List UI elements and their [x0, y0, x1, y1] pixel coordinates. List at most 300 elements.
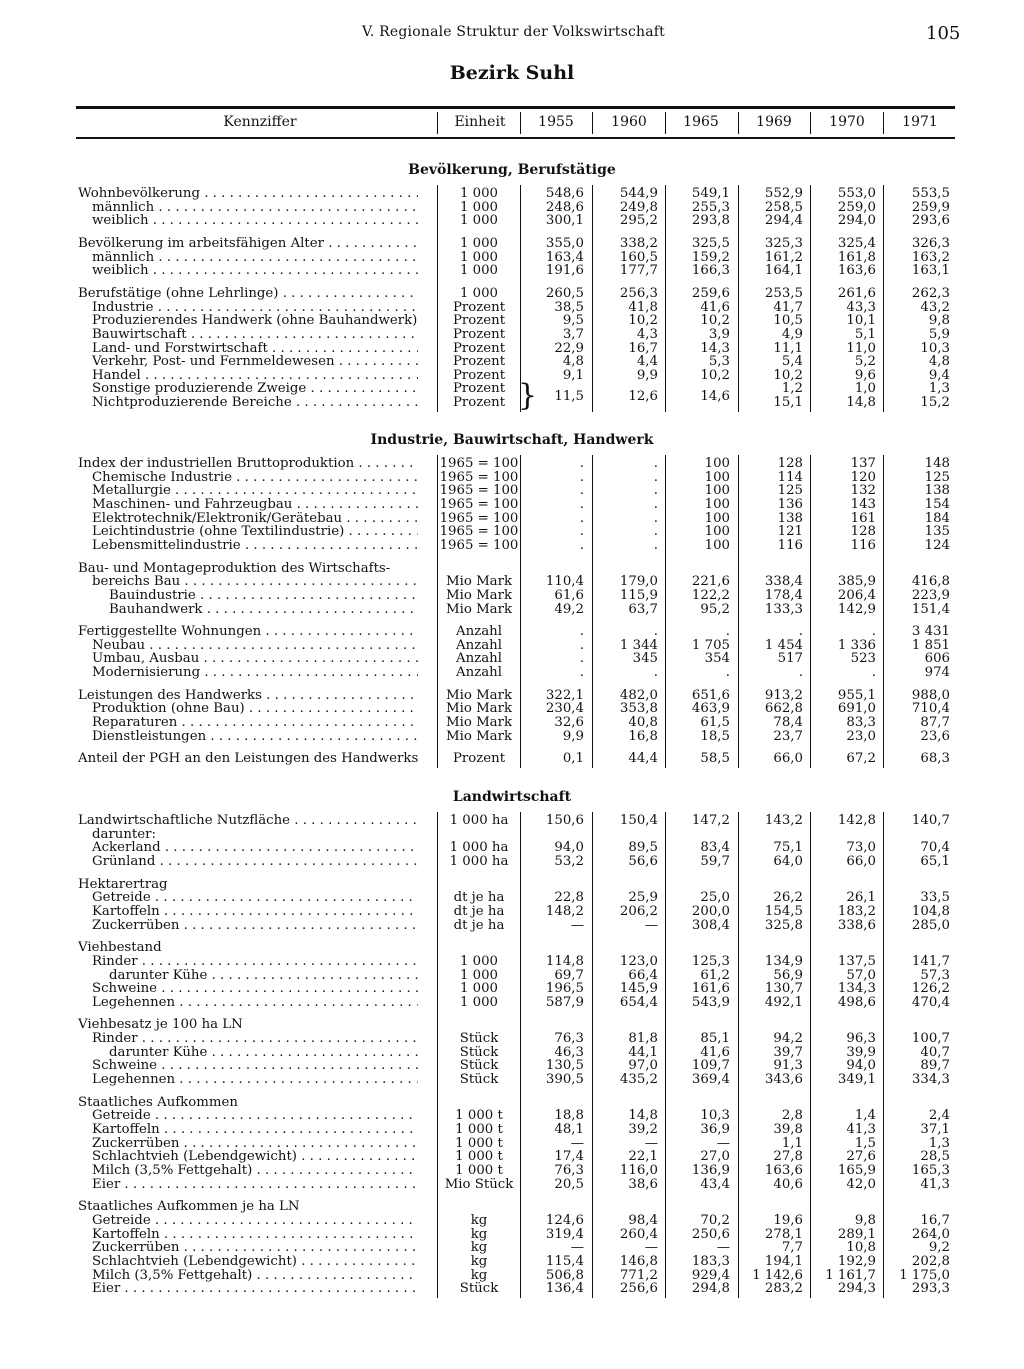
value-cell: 109,7 — [691, 1058, 730, 1074]
value-cell: 369,4 — [691, 1072, 730, 1088]
value-cell: 61,2 — [700, 967, 730, 983]
table-row — [0, 919, 1024, 933]
row-label: Milch (3,5% Fettgehalt) . . . — [92, 1269, 418, 1283]
value-cell: 249,8 — [619, 199, 658, 215]
value-cell: 654,4 — [619, 994, 658, 1010]
row-unit: Mio Mark — [445, 728, 513, 744]
value-cell: . — [653, 524, 658, 540]
section-title: Bevölkerung, Berufstätige — [408, 162, 616, 178]
page-number: 105 — [926, 23, 961, 44]
value-cell: 136,4 — [545, 1281, 584, 1297]
value-cell: 206,4 — [837, 587, 876, 603]
table-row — [0, 1282, 1024, 1296]
value-cell: 67,2 — [846, 751, 876, 767]
value-cell: 104,8 — [911, 903, 950, 919]
value-cell: 148 — [924, 456, 950, 471]
value-cell: 18,8 — [554, 1108, 584, 1124]
value-cell: 5,2 — [854, 354, 876, 370]
value-cell: 9,6 — [854, 367, 876, 383]
value-cell: . — [653, 456, 658, 471]
row-unit: kg — [470, 1240, 488, 1256]
table-row — [0, 652, 1024, 666]
row-label: Ackerland . . . — [92, 841, 418, 855]
value-cell: 261,6 — [837, 285, 876, 301]
value-cell: 194,1 — [764, 1253, 803, 1269]
header-separator — [592, 112, 593, 134]
row-label: Kartoffeln . . . — [92, 905, 418, 919]
value-cell: . — [653, 624, 658, 640]
value-cell: 161 — [850, 510, 876, 526]
value-cell: 89,7 — [920, 1058, 950, 1074]
column-separator — [520, 812, 521, 1298]
value-cell: 710,4 — [911, 701, 950, 717]
value-cell: 39,9 — [846, 1044, 876, 1060]
value-cell: . — [653, 469, 658, 485]
value-cell: 143 — [850, 496, 876, 512]
row-label: Milch (3,5% Fettgehalt) . . . — [92, 1164, 418, 1178]
table-row — [0, 955, 1024, 969]
value-cell: 1,3 — [928, 381, 950, 397]
value-cell: 929,4 — [691, 1267, 730, 1283]
value-cell: . — [653, 537, 658, 553]
value-cell: 18,5 — [700, 728, 730, 744]
row-unit: 1 000 ha — [449, 840, 509, 856]
value-cell: 128 — [850, 524, 876, 540]
row-unit: Mio Stück — [444, 1176, 514, 1192]
value-cell: 100 — [704, 537, 730, 553]
value-cell: 338,2 — [619, 235, 658, 251]
column-header-einheit: Einheit — [454, 114, 506, 130]
column-separator — [738, 812, 739, 1298]
value-cell: 166,3 — [691, 263, 730, 279]
value-cell: 38,5 — [554, 299, 584, 315]
table-row — [0, 264, 1024, 278]
value-cell: 66,4 — [628, 967, 658, 983]
value-cell: 65,1 — [920, 853, 950, 869]
row-label: Land- und Forstwirtschaft . . . — [92, 342, 418, 356]
table-row — [0, 814, 1024, 828]
value-cell: 552,9 — [764, 186, 803, 201]
row-unit: Mio Mark — [445, 574, 513, 590]
value-cell: 1 851 — [911, 637, 950, 653]
row-label: Staatliches Aufkommen je ha LN — [78, 1200, 300, 1215]
table-row — [0, 716, 1024, 730]
value-cell: 41,3 — [846, 1122, 876, 1137]
row-unit: 1 000 — [459, 235, 499, 251]
row-unit: 1 000 — [459, 186, 499, 201]
value-cell: 130,5 — [545, 1058, 584, 1074]
value-cell: 124,6 — [545, 1212, 584, 1228]
value-cell: 141,7 — [911, 953, 950, 969]
value-cell: 26,1 — [846, 890, 876, 906]
row-unit: 1 000 t — [455, 1122, 503, 1137]
value-cell: 258,5 — [764, 199, 803, 215]
row-label: männlich . . . — [92, 251, 418, 265]
row-label: Lebensmittelindustrie . . . — [92, 539, 418, 553]
row-unit: Mio Mark — [445, 687, 513, 703]
value-cell: 59,7 — [700, 853, 730, 869]
row-label: darunter Kühe . . . — [109, 969, 418, 983]
row-label: Rinder . . . — [92, 1032, 418, 1046]
value-cell: 66,0 — [773, 751, 803, 767]
row-label: Legehennen . . . — [92, 1073, 418, 1087]
row-unit: Prozent — [452, 313, 506, 329]
page-title: Bezirk Suhl — [449, 62, 575, 84]
header-separator — [665, 112, 666, 134]
value-cell: 354 — [704, 651, 730, 667]
value-cell: 416,8 — [911, 574, 950, 590]
value-cell: — — [570, 1135, 584, 1151]
column-separator — [592, 185, 593, 412]
value-cell: 163,4 — [545, 249, 584, 265]
value-cell: 68,3 — [920, 751, 950, 767]
value-cell: 114 — [777, 469, 803, 485]
row-label: Kartoffeln . . . — [92, 1228, 418, 1242]
value-cell: 56,6 — [628, 853, 658, 869]
value-cell: 9,9 — [636, 367, 658, 383]
value-cell: 293,3 — [911, 1281, 950, 1297]
value-cell: 293,6 — [911, 213, 950, 229]
row-unit: kg — [470, 1253, 488, 1269]
row-unit: kg — [470, 1267, 488, 1283]
column-header-year: 1955 — [538, 114, 574, 130]
row-label: Schlachtvieh (Lebendgewicht) . . . — [92, 1255, 418, 1269]
row-label: Dienstleistungen . . . — [92, 730, 418, 744]
value-cell: 39,7 — [773, 1044, 803, 1060]
value-cell: 87,7 — [920, 715, 950, 731]
value-cell: 221,6 — [691, 574, 730, 590]
combined-value-cell: 11,5 — [554, 389, 584, 405]
value-cell: 553,0 — [837, 186, 876, 201]
value-cell: 150,4 — [619, 813, 658, 828]
value-cell: 159,2 — [691, 249, 730, 265]
value-cell: 285,0 — [911, 917, 950, 933]
row-label: Nichtproduzierende Bereiche . . . — [92, 396, 418, 410]
row-unit: dt je ha — [453, 917, 505, 933]
row-label: Verkehr, Post- und Fernmeldewesen . . . — [92, 355, 418, 369]
value-cell: 89,5 — [628, 840, 658, 856]
value-cell: 98,4 — [628, 1212, 658, 1228]
row-label: Eier . . . — [92, 1282, 418, 1296]
value-cell: 25,9 — [628, 890, 658, 906]
row-unit: 1 000 t — [455, 1149, 503, 1165]
value-cell: 46,3 — [554, 1044, 584, 1060]
value-cell: 23,7 — [773, 728, 803, 744]
value-cell: 58,5 — [700, 751, 730, 767]
value-cell: 83,4 — [700, 840, 730, 856]
value-cell: 343,6 — [764, 1072, 803, 1088]
value-cell: 325,3 — [764, 235, 803, 251]
table-row — [0, 730, 1024, 744]
value-cell: 138 — [924, 483, 950, 499]
value-cell: 37,1 — [920, 1122, 950, 1137]
value-cell: 19,6 — [773, 1212, 803, 1228]
row-unit: Prozent — [452, 299, 506, 315]
value-cell: 100 — [704, 469, 730, 485]
value-cell: 3,7 — [562, 326, 584, 342]
column-header-year: 1965 — [683, 114, 719, 130]
value-cell: 43,2 — [920, 299, 950, 315]
column-separator — [738, 455, 739, 768]
value-cell: . — [653, 483, 658, 499]
value-cell: 94,0 — [846, 1058, 876, 1074]
value-cell: 165,3 — [911, 1162, 950, 1178]
value-cell: 9,1 — [562, 367, 584, 383]
value-cell: 482,0 — [619, 687, 658, 703]
value-cell: . — [579, 456, 584, 471]
value-cell: 15,1 — [773, 395, 803, 411]
value-cell: 10,2 — [700, 367, 730, 383]
value-cell: 300,1 — [545, 213, 584, 229]
value-cell: 289,1 — [837, 1226, 876, 1242]
row-label: Eier . . . — [92, 1178, 418, 1192]
value-cell: 202,8 — [911, 1253, 950, 1269]
row-label: Sonstige produzierende Zweige . . . — [92, 382, 418, 396]
row-unit: Prozent — [452, 395, 506, 411]
value-cell: 587,9 — [545, 994, 584, 1010]
table-row — [0, 589, 1024, 603]
value-cell: 96,3 — [846, 1031, 876, 1047]
value-cell: 41,3 — [920, 1176, 950, 1192]
row-label: Grünland . . . — [92, 855, 418, 869]
value-cell: 40,8 — [628, 715, 658, 731]
row-unit: Prozent — [452, 340, 506, 356]
value-cell: 662,8 — [764, 701, 803, 717]
value-cell: 183,2 — [837, 903, 876, 919]
row-unit: kg — [470, 1226, 488, 1242]
value-cell: 192,9 — [837, 1253, 876, 1269]
value-cell: 260,4 — [619, 1226, 658, 1242]
value-cell: 163,6 — [764, 1162, 803, 1178]
row-label: Produzierendes Handwerk (ohne Bauhandwerk) . . . — [92, 314, 418, 328]
value-cell: 492,1 — [764, 994, 803, 1010]
value-cell: 294,3 — [837, 1281, 876, 1297]
value-cell: 27,0 — [700, 1149, 730, 1165]
value-cell: 142,8 — [837, 813, 876, 828]
value-cell: 338,6 — [837, 917, 876, 933]
value-cell: 94,2 — [773, 1031, 803, 1047]
value-cell: 5,4 — [781, 354, 803, 370]
value-cell: 191,6 — [545, 263, 584, 279]
column-header-year: 1969 — [756, 114, 792, 130]
value-cell: 325,4 — [837, 235, 876, 251]
value-cell: 325,8 — [764, 917, 803, 933]
value-cell: 134,9 — [764, 953, 803, 969]
value-cell: 76,3 — [554, 1031, 584, 1047]
value-cell: 2,4 — [928, 1108, 950, 1124]
value-cell: 121 — [777, 524, 803, 540]
value-cell: 165,9 — [837, 1162, 876, 1178]
row-label: bereichs Bau . . . — [92, 575, 418, 589]
value-cell: 163,1 — [911, 263, 950, 279]
row-label: darunter: — [92, 827, 156, 842]
value-cell: 115,4 — [545, 1253, 584, 1269]
row-unit: dt je ha — [453, 903, 505, 919]
value-cell: 100 — [704, 496, 730, 512]
value-cell: 25,0 — [700, 890, 730, 906]
value-cell: 250,6 — [691, 1226, 730, 1242]
value-cell: 355,0 — [545, 235, 584, 251]
value-cell: 41,6 — [700, 1044, 730, 1060]
column-separator — [883, 455, 884, 768]
value-cell: 1,1 — [781, 1135, 803, 1151]
value-cell: 128 — [777, 456, 803, 471]
value-cell: 544,9 — [619, 186, 658, 201]
value-cell: 179,0 — [619, 574, 658, 590]
value-cell: 293,8 — [691, 213, 730, 229]
value-cell: . — [579, 665, 584, 681]
value-cell: 164,1 — [764, 263, 803, 279]
value-cell: 142,9 — [837, 601, 876, 617]
value-cell: 177,7 — [619, 263, 658, 279]
value-cell: . — [579, 637, 584, 653]
row-label: Produktion (ohne Bau) . . . — [92, 702, 418, 716]
value-cell: 10,2 — [773, 367, 803, 383]
column-separator — [592, 812, 593, 1298]
row-label: Anteil der PGH an den Leistungen des Handwerks — [78, 752, 419, 767]
value-cell: 255,3 — [691, 199, 730, 215]
row-unit: Mio Mark — [445, 701, 513, 717]
value-cell: 3 431 — [911, 624, 950, 640]
row-label: Leichtindustrie (ohne Textilindustrie) . . . — [92, 525, 418, 539]
value-cell: . — [579, 537, 584, 553]
value-cell: 53,2 — [554, 853, 584, 869]
value-cell: 115,9 — [619, 587, 658, 603]
value-cell: 15,2 — [920, 395, 950, 411]
value-cell: 294,8 — [691, 1281, 730, 1297]
value-cell: 5,1 — [854, 326, 876, 342]
column-separator — [665, 812, 666, 1298]
row-label: Umbau, Ausbau . . . — [92, 652, 418, 666]
value-cell: 57,0 — [846, 967, 876, 983]
value-cell: 43,4 — [700, 1176, 730, 1192]
row-unit: Stück — [459, 1281, 499, 1297]
value-cell: 184 — [924, 510, 950, 526]
value-cell: 1 161,7 — [825, 1267, 876, 1283]
value-cell: . — [725, 624, 730, 640]
row-label: Bevölkerung im arbeitsfähigen Alter . . . — [78, 237, 418, 251]
value-cell: 161,8 — [837, 249, 876, 265]
value-cell: 154 — [924, 496, 950, 512]
value-cell: 100 — [704, 510, 730, 526]
row-unit: Anzahl — [456, 651, 502, 667]
value-cell: 22,1 — [628, 1149, 658, 1165]
value-cell: 230,4 — [545, 701, 584, 717]
combined-value-cell: 12,6 — [628, 389, 658, 405]
value-cell: 132 — [850, 483, 876, 499]
column-separator — [810, 455, 811, 768]
value-cell: 549,1 — [691, 186, 730, 201]
table-row — [0, 287, 1024, 301]
row-label: Elektrotechnik/Elektronik/Gerätebau . . . — [92, 512, 418, 526]
value-cell: 20,5 — [554, 1176, 584, 1192]
value-cell: 691,0 — [837, 701, 876, 717]
row-unit: 1 000 — [459, 994, 499, 1010]
value-cell: 262,3 — [911, 285, 950, 301]
value-cell: . — [579, 524, 584, 540]
value-cell: 4,8 — [562, 354, 584, 370]
value-cell: 16,7 — [920, 1212, 950, 1228]
row-unit: 1 000 ha — [449, 853, 509, 869]
value-cell: 33,5 — [920, 890, 950, 906]
value-cell: — — [644, 1240, 658, 1256]
value-cell: 14,8 — [628, 1108, 658, 1124]
value-cell: 151,4 — [911, 601, 950, 617]
value-cell: 9,4 — [928, 367, 950, 383]
value-cell: 1,2 — [781, 381, 803, 397]
header-separator — [520, 112, 521, 134]
column-separator — [665, 455, 666, 768]
value-cell: 48,1 — [554, 1122, 584, 1137]
value-cell: 1 705 — [691, 637, 730, 653]
table-row — [0, 1123, 1024, 1137]
value-cell: 10,8 — [846, 1240, 876, 1256]
value-cell: 133,3 — [764, 601, 803, 617]
combined-value-cell: 14,6 — [700, 389, 730, 405]
row-label: Leistungen des Handwerks . . . — [78, 689, 418, 703]
row-label: Hektarertrag — [78, 877, 168, 892]
value-cell: 63,7 — [628, 601, 658, 617]
value-cell: 10,3 — [700, 1108, 730, 1124]
value-cell: 64,0 — [773, 853, 803, 869]
value-cell: 61,5 — [700, 715, 730, 731]
value-cell: 988,0 — [911, 687, 950, 703]
value-cell: 23,0 — [846, 728, 876, 744]
value-cell: 206,2 — [619, 903, 658, 919]
value-cell: 125 — [777, 483, 803, 499]
value-cell: 253,5 — [764, 285, 803, 301]
value-cell: 334,3 — [911, 1072, 950, 1088]
table-row — [0, 1178, 1024, 1192]
row-unit: 1 000 t — [455, 1108, 503, 1124]
value-cell: 161,6 — [691, 981, 730, 997]
value-cell: — — [570, 1240, 584, 1256]
value-cell: 974 — [924, 665, 950, 681]
value-cell: . — [871, 624, 876, 640]
value-cell: . — [579, 483, 584, 499]
value-cell: 349,1 — [837, 1072, 876, 1088]
value-cell: 100,7 — [911, 1031, 950, 1047]
row-unit: dt je ha — [453, 890, 505, 906]
table-row — [0, 1214, 1024, 1228]
value-cell: 338,4 — [764, 574, 803, 590]
row-unit: 1 000 — [459, 285, 499, 301]
row-unit: 1 000 t — [455, 1162, 503, 1178]
table-row — [0, 187, 1024, 201]
row-unit: 1 000 — [459, 213, 499, 229]
row-unit: 1965 = 100 — [439, 510, 519, 526]
value-cell: 1,4 — [854, 1108, 876, 1124]
row-unit: Anzahl — [456, 624, 502, 640]
value-cell: 145,9 — [619, 981, 658, 997]
value-cell: 5,3 — [708, 354, 730, 370]
row-label: Maschinen- und Fahrzeugbau . . . — [92, 498, 418, 512]
row-unit: Prozent — [452, 354, 506, 370]
row-label: Landwirtschaftliche Nutzfläche . . . — [78, 814, 418, 828]
value-cell: . — [653, 496, 658, 512]
row-unit: Mio Mark — [445, 715, 513, 731]
value-cell: — — [570, 917, 584, 933]
value-cell: 4,4 — [636, 354, 658, 370]
row-unit: Anzahl — [456, 665, 502, 681]
row-unit: 1965 = 100 — [439, 456, 519, 471]
value-cell: 126,2 — [911, 981, 950, 997]
row-unit: Prozent — [452, 367, 506, 383]
value-cell: 140,7 — [911, 813, 950, 828]
value-cell: 470,4 — [911, 994, 950, 1010]
value-cell: 39,2 — [628, 1122, 658, 1137]
value-cell: 9,2 — [928, 1240, 950, 1256]
